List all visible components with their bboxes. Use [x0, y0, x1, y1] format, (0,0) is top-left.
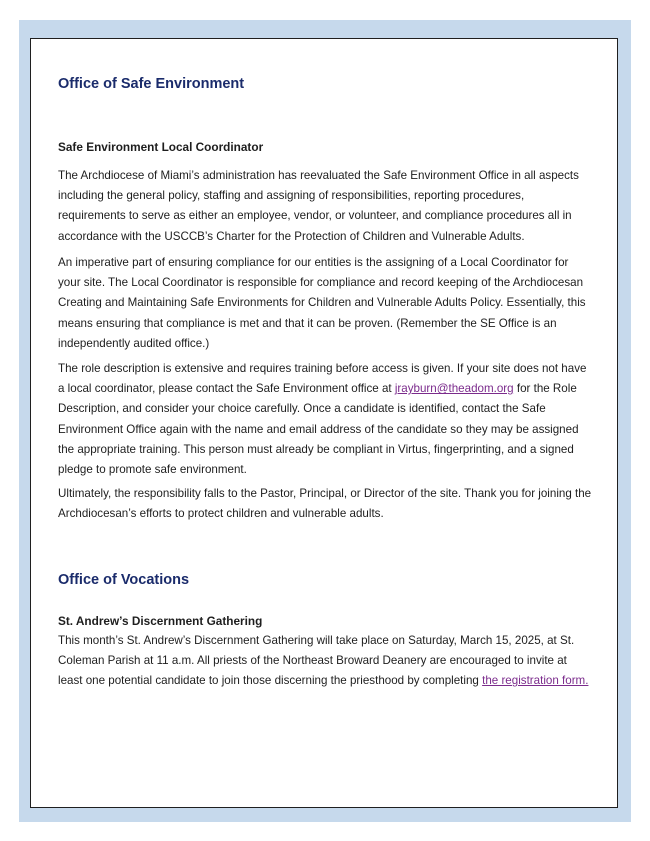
- paragraph-role-description: [58, 359, 593, 480]
- paragraph-administration: The Archdiocese of Miami’s administration has reevaluated the Safe Environment Office in all aspects including the general policy, staffing and assigning of responsibilities, reporting procedures, requirements to serve as either an employee, vendor, or volunteer, and compliance procedures all in accordance with the USCCB’s Charter for the Protection of Children and Vulnerable Adults.: [58, 169, 579, 243]
- safe-environment-heading: Office of Safe Environment: [58, 76, 245, 92]
- local-coordinator-subheading: Safe Environment Local Coordinator: [58, 140, 264, 154]
- role-description-text-start: The role description is extensive and requires training before access is given. If your site does not have a local coordinator, please contact the Safe Environment office at: [58, 362, 587, 396]
- registration-form-link[interactable]: the registration form.: [482, 674, 589, 688]
- role-description-text-end: for the Role Description, and consider your choice carefully. Once a candidate is identified, contact the Safe Environment Office again with the name and email address of the candidate so they may be assigned the appropriate training. This person must already be compliant in Virtus, fingerprinting, and a signed pledge to promote safe environment.: [58, 382, 579, 477]
- discernment-text: This month’s St. Andrew’s Discernment Gathering will take place on Saturday, March 15, 2025, at St. Coleman Parish at 11 a.m. All priests of the Northeast Broward Deanery are encouraged to invite at least one potential candidate to join those discerning the priesthood by completing: [58, 634, 575, 688]
- content-box: [30, 38, 618, 808]
- discernment-subheading: St. Andrew’s Discernment Gathering: [58, 614, 263, 628]
- paragraph-responsibility: Ultimately, the responsibility falls to the Pastor, Principal, or Director of the site. Thank you for joining the Archdiocesan’s efforts to protect children and vulnerable adults.: [58, 487, 592, 521]
- paragraph-local-coordinator: An imperative part of ensuring compliance for our entities is the assigning of a Local Coordinator for your site. The Local Coordinator is responsible for compliance and record keeping of the Archdiocesan Creating and Maintaining Safe Environments for Children and Vulnerable Adults Policy. Essentially, this means ensuring that compliance is met and that it can be proven. (Remember the SE Office is an independently audited office.): [58, 256, 586, 350]
- email-link[interactable]: jrayburn@theadom.org: [394, 382, 514, 396]
- vocations-heading: Office of Vocations: [58, 572, 190, 588]
- paragraph-discernment: [58, 631, 593, 692]
